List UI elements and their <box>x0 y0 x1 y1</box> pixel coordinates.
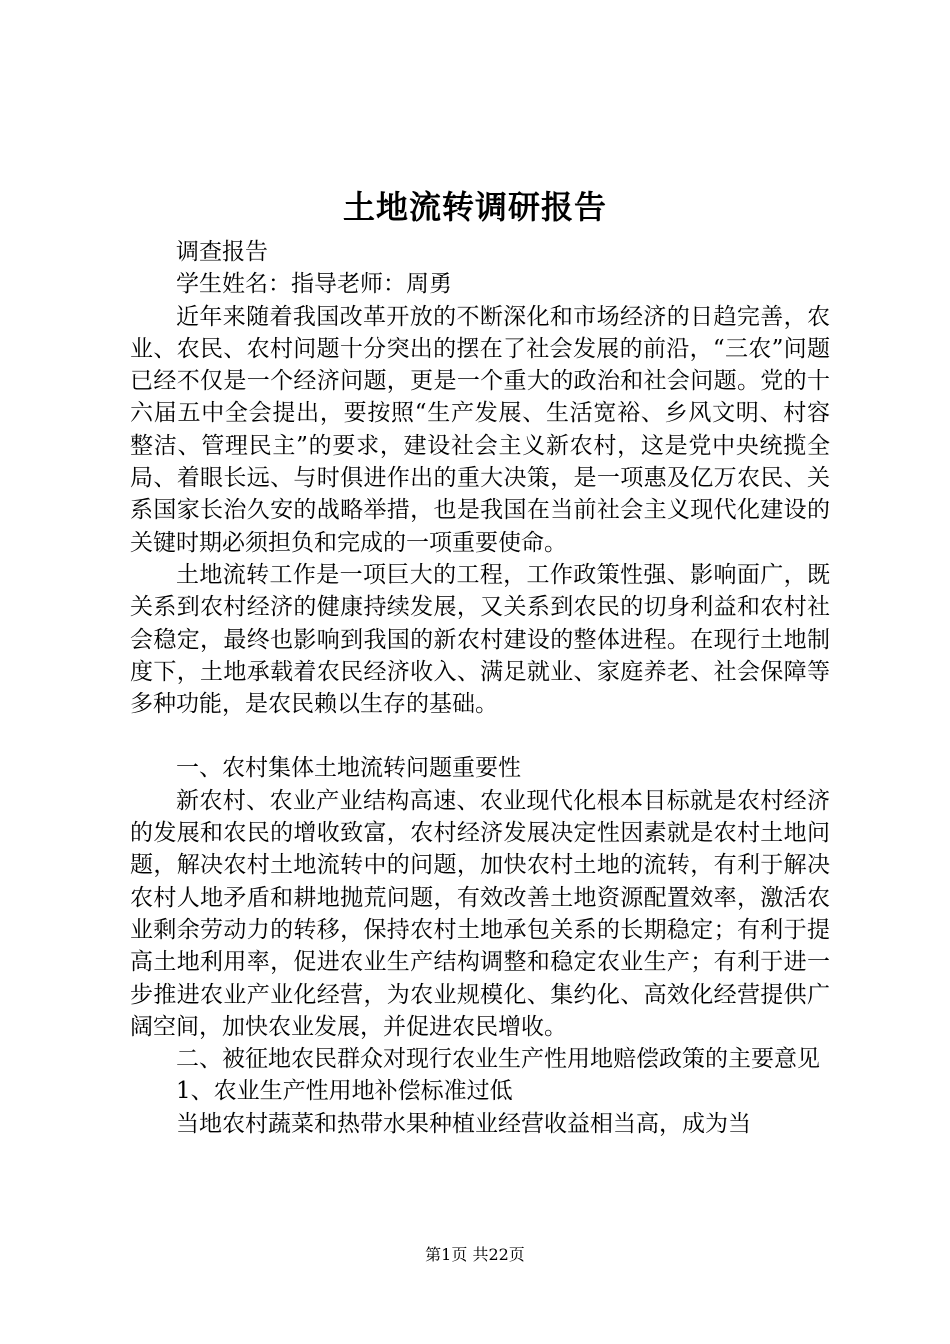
paragraph-importance: 新农村、农业产业结构高速、农业现代化根本目标就是农村经济的发展和农民的增收致富，农村经济发展决定性因素就是农村土地问题，解决农村土地流转中的问题，加快农村土地的流转，有利于解决农村人地矛盾和耕地抛荒问题，有效改善土地资源配置效率，激活农业剩余劳动力的转移，保持农村土地承包关系的长期稳定；有利于提高土地利用率，促进农业生产结构调整和稳定农业生产；有利于进一步推进农业产业化经营，为农业规模化、集约化、高效化经营提供广阔空间，加快农业发展，并促进农民增收。 <box>130 787 830 1040</box>
page-number-footer: 第1页 共22页 <box>425 1245 525 1264</box>
subsection-heading-1: 1、农业生产性用地补偿标准过低 <box>176 1078 513 1105</box>
paragraph-intro: 近年来随着我国改革开放的不断深化和市场经济的日趋完善，农业、农民、农村问题十分突出的摆在了社会发展的前沿，“三农”问题已经不仅是一个经济问题，更是一个重大的政治和社会问题。党的十六届五中全会提出，要按照“生产发展、生活宽裕、乡风文明、村容整洁、管理民主”的要求，建设社会主义新农村，这是党中央统揽全局、着眼长远、与时俱进作出的重大决策，是一项惠及亿万农民、关系国家长治久安的战略举措，也是我国在当前社会主义现代化建设的关键时期必须担负和完成的一项重要使命。 <box>130 303 830 556</box>
document-title: 土地流转调研报告 <box>342 188 607 226</box>
section-heading-1: 一、农村集体土地流转问题重要性 <box>176 755 521 782</box>
paragraph-compensation: 当地农村蔬菜和热带水果种植业经营收益相当高，成为当 <box>176 1110 751 1137</box>
paragraph-student-info: 学生姓名：指导老师：周勇 <box>176 271 452 298</box>
document-body <box>130 236 830 1140</box>
paragraph-land-transfer: 土地流转工作是一项巨大的工程，工作政策性强、影响面广，既关系到农村经济的健康持续发展，又关系到农民的切身利益和农村社会稳定，最终也影响到我国的新农村建设的整体进程。在现行土地制度下，土地承载着农民经济收入、满足就业、家庭养老、社会保障等多种功能，是农民赖以生存的基础。 <box>130 561 830 718</box>
paragraph-report-type: 调查报告 <box>176 239 268 265</box>
section-heading-2: 二、被征地农民群众对现行农业生产性用地赔偿政策的主要意见 <box>176 1046 820 1073</box>
